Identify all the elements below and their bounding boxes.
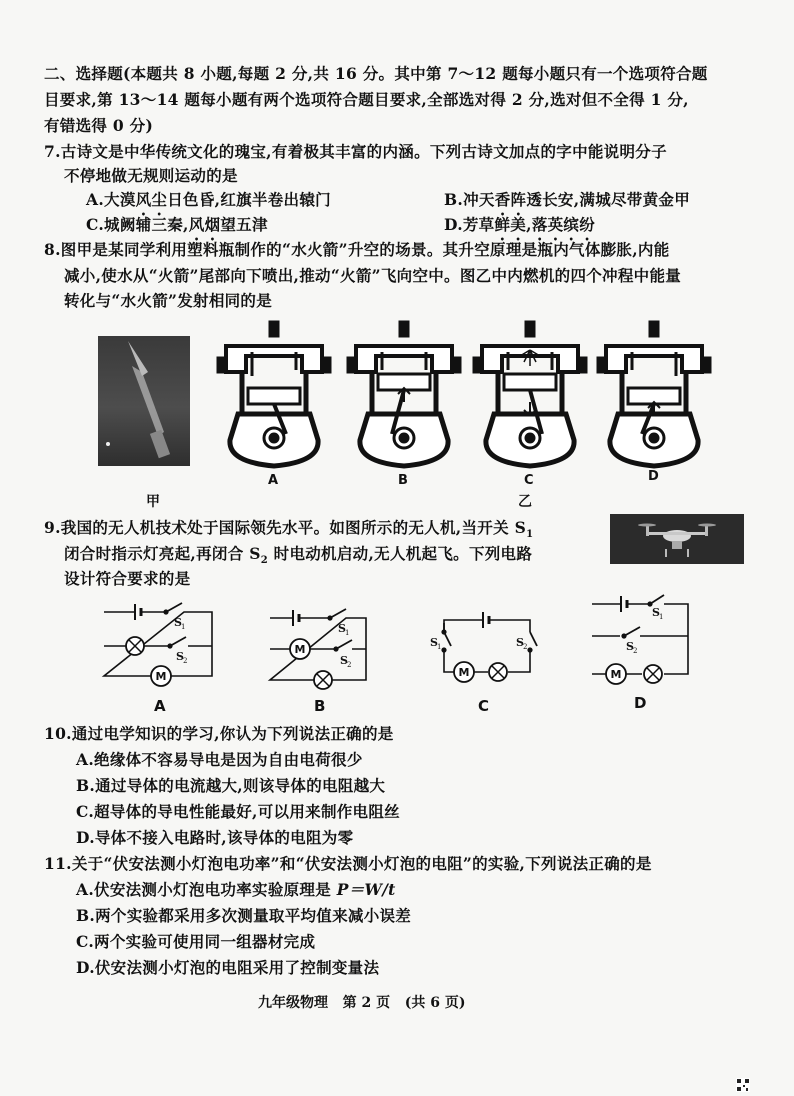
circuit-d	[592, 595, 688, 684]
circuit-label-a: A	[154, 697, 166, 715]
svg-text:2: 2	[183, 657, 188, 665]
q9-stem: 9.我国的无人机技术处于国际领先水平。如图所示的无人机,当开关 $S_1$	[44, 518, 534, 541]
q7-stem-cont: 不停地做无规则运动的是	[64, 166, 238, 185]
svg-text:2: 2	[523, 643, 528, 651]
q11-stem: 11.关于“伏安法测小灯泡电功率”和“伏安法测小灯泡的电阻”的实验,下列说法正确的是	[44, 854, 652, 873]
figure-label-yi: 乙	[518, 494, 533, 510]
q9-stem-cont: 闭合时指示灯亮起,再闭合 $S_2$ 时电动机启动,无人机起飞。下列电路	[64, 544, 533, 567]
q11-option-c: C.两个实验可使用同一组器材完成	[76, 932, 316, 951]
q8-stem-cont: 减小,使水从“火箭”尾部向下喷出,推动“火箭”飞向空中。图乙中内燃机的四个冲程中能量	[64, 266, 682, 285]
circuit-label-b: B	[314, 697, 326, 715]
q10-option-c: C.超导体的导电性能最好,可以用来制作电阻丝	[76, 802, 400, 821]
q11-option-d: D.伏安法测小灯泡的电阻采用了控制变量法	[76, 958, 380, 977]
q10-option-d: D.导体不接入电路时,该导体的电阻为零	[76, 828, 354, 847]
svg-text:S: S	[338, 622, 346, 635]
svg-text:2: 2	[633, 647, 638, 655]
svg-text:2: 2	[347, 661, 352, 669]
q11-option-b: B.两个实验都采用多次测量取平均值来减小误差	[76, 906, 412, 925]
figure-label-jia: 甲	[146, 494, 161, 510]
qr-code-icon	[736, 1078, 750, 1092]
q11-option-a: A.伏安法测小灯泡电功率实验原理是 P＝W/t	[76, 880, 396, 899]
engine-label-a: A	[268, 473, 279, 488]
circuit-c	[430, 612, 537, 682]
circuit-b	[270, 609, 366, 689]
page-footer: 九年级物理 第 2 页 (共 6 页)	[258, 995, 466, 1011]
svg-text:M: M	[155, 670, 167, 683]
svg-text:M: M	[294, 643, 306, 656]
q9-stem-cont2: 设计符合要求的是	[64, 569, 191, 588]
q7-option-a: A.大漠风尘日色昏,红旗半卷出辕门	[86, 190, 331, 209]
q7-option-d: D.芳草鲜美,落英缤纷	[444, 215, 596, 234]
svg-text:S: S	[652, 606, 660, 619]
circuit-label-c: C	[478, 697, 490, 715]
q7-stem: 7.古诗文是中华传统文化的瑰宝,有着极其丰富的内涵。下列古诗文加点的字中能说明分子	[44, 142, 667, 161]
circuit-a	[104, 603, 212, 686]
engine-label-d: D	[648, 469, 659, 484]
svg-text:M: M	[610, 668, 622, 681]
svg-text:1: 1	[437, 643, 442, 651]
circuit-label-d: D	[634, 694, 647, 712]
section-header-line1: 二、选择题(本题共 8 小题,每题 2 分,共 16 分。其中第 7～12 题每小题只有一个选项符合题	[44, 64, 708, 83]
svg-text:S: S	[174, 616, 182, 629]
svg-text:S: S	[430, 636, 438, 649]
q8-stem: 8.图甲是某同学利用塑料瓶制作的“水火箭”升空的场景。其升空原理是瓶内气体膨胀,内能	[44, 240, 670, 259]
svg-text:1: 1	[345, 629, 350, 637]
svg-text:1: 1	[181, 623, 186, 631]
q7-option-c: C.城阙辅三秦,风烟望五津	[86, 215, 268, 234]
q8-stem-cont2: 转化与“水火箭”发射相同的是	[64, 291, 273, 310]
q7-option-b: B.冲天香阵透长安,满城尽带黄金甲	[444, 190, 691, 209]
engine-label-c: C	[524, 473, 534, 488]
svg-text:S: S	[626, 640, 634, 653]
q10-option-a: A.绝缘体不容易导电是因为自由电荷很少	[76, 750, 363, 769]
svg-text:M: M	[458, 666, 470, 679]
svg-text:S: S	[340, 654, 348, 667]
svg-text:S: S	[176, 650, 184, 663]
svg-text:S: S	[516, 636, 524, 649]
section-header-line2: 目要求,第 13～14 题每小题有两个选项符合题目要求,全部选对得 2 分,选对但不全得 1 分,	[44, 90, 689, 109]
svg-text:1: 1	[659, 613, 664, 621]
q10-option-b: B.通过导体的电流越大,则该导体的电阻越大	[76, 776, 386, 795]
section-header-line3: 有错选得 0 分)	[44, 116, 154, 135]
engine-label-b: B	[398, 473, 408, 488]
q10-stem: 10.通过电学知识的学习,你认为下列说法正确的是	[44, 724, 394, 743]
